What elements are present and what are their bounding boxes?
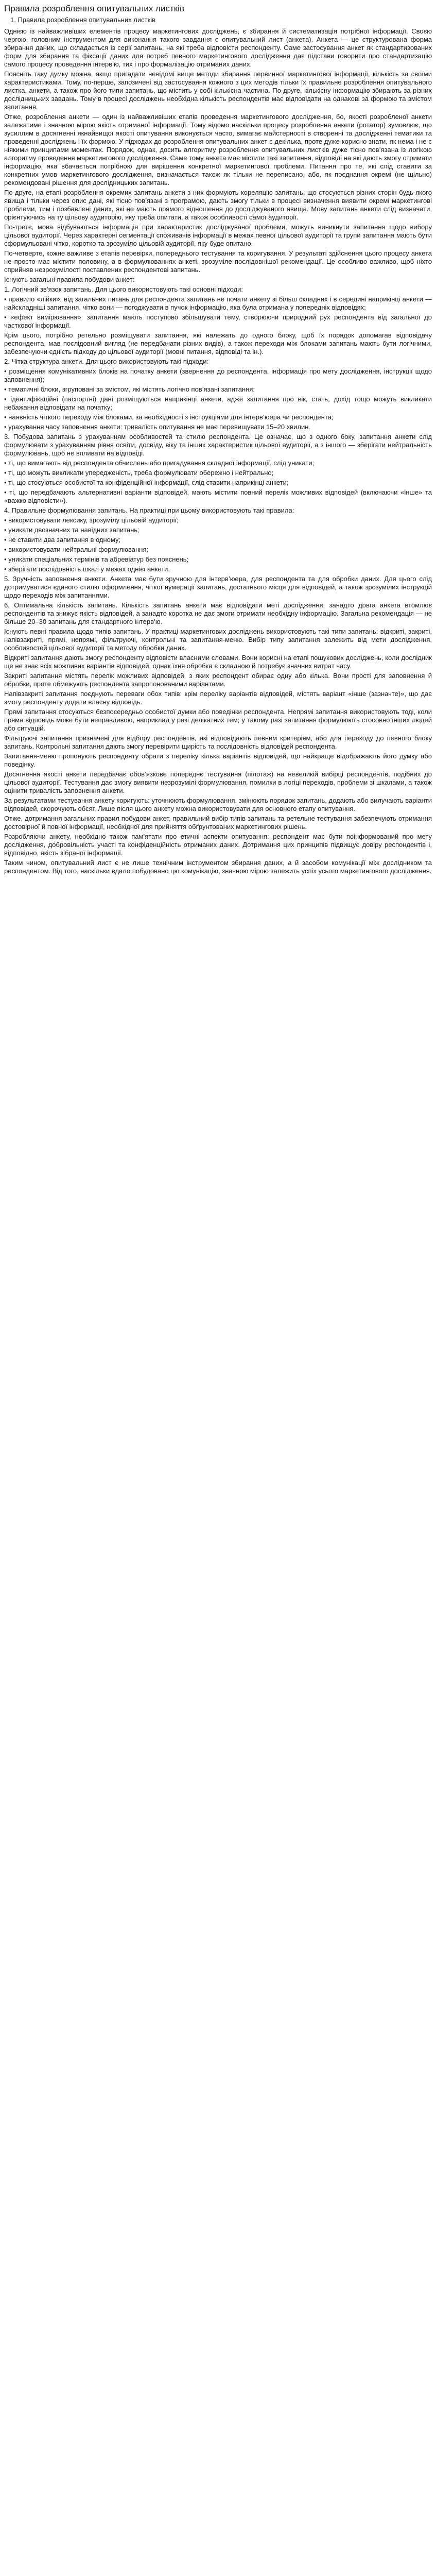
body-paragraph: • не ставити два запитання в одному;: [4, 536, 121, 544]
body-paragraph: Досягнення якості анкети передбачає обов’язкове попереднє тестування (пілотаж) на невеликій вибірці респондентів, подібних до цільової аудиторії. Тестування дає змогу виявити незрозумілі формулювання, помилки в логіці переходів, проблеми зі шкалами, а також оцінити тривалість заповнення анкети.: [4, 770, 432, 794]
body-paragraph: • ті, що стосуються особистої та конфіденційної інформації, слід ставити наприкінці анкети;: [4, 479, 289, 486]
body-paragraph: • розміщення комунікативних блоків на початку анкети (звернення до респондента, інформація про мету дослідження, інструкції щодо заповнення);: [4, 367, 432, 383]
body-paragraph: По-четверте, кожне важливе з етапів перевірки, попереднього тестування та коригування. У результаті здійснення цього процесу анкета не просто має містити половину, а в формулюваннях анкеті, зрозуміле послідовнішої рекомендації. Це особливо важливо, щоб ніхто сприйняв незрозумілості поставлених респондентові запитань.: [4, 249, 432, 274]
body-paragraph: Відкриті запитання дають змогу респонденту відповісти власними словами. Вони корисні на етапі пошукових досліджень, коли дослідник ще не знає всіх можливих варіантів відповідей, однак їхня обробка є складною й потребує значних витрат часу.: [4, 654, 432, 670]
body-paragraph: • ідентифікаційні (паспортні) дані розміщуються наприкінці анкети, адже запитання про вік, стать, дохід тощо можуть викликати небажання відповідати на початку;: [4, 395, 432, 411]
body-paragraph: Напівзакриті запитання поєднують переваги обох типів: крім переліку варіантів відповідей, містять варіант «інше (зазначте)», що дає змогу респонденту додати власну відповідь.: [4, 690, 432, 706]
page-title: Правила розроблення опитувальних листків: [4, 4, 184, 13]
body-paragraph: • ті, що вимагають від респондента обчислень або пригадування складної інформації, слід уникати;: [4, 459, 315, 467]
body-paragraph: • ті, що можуть викликати упередженість, треба формулювати обережно і нейтрально;: [4, 469, 274, 477]
body-paragraph: • урахування часу заповнення анкети: тривалість опитування не має перевищувати 15–20 хвилин.: [4, 423, 311, 431]
body-paragraph: Таким чином, опитувальний лист є не лише технічним інструментом збирання даних, а й засобом комунікації між дослідником та респондентом. Від того, наскільки вдало побудовано цю комунікацію, значною мірою залежить успіх усього маркетингового дослідження.: [4, 859, 432, 875]
body-paragraph: Розробляючи анкету, необхідно також пам’ятати про етичні аспекти опитування: респондент має бути поінформований про мету дослідження, добровільність участі та конфіденційність отриманих даних. Дотримання цих принципів підвищує довіру респондентів і, відповідно, якість зібраної інформації.: [4, 833, 432, 857]
body-paragraph: Існують загальні правила побудови анкет:: [4, 276, 135, 283]
section-heading: 1. Правила розроблення опитувальних листків: [10, 16, 156, 24]
body-paragraph: 2. Чітка структура анкети. Для цього використовують такі підходи:: [4, 358, 209, 365]
body-paragraph: Однією із найважливіших елементів процесу маркетингових досліджень, є збирання й систематизація потрібної інформації. Своєю чергою, головним інструментом для виконання такого завдання є опитувальний лист (анкета). Анкета — це структурована форма збирання даних, що складається із серії запитань, на які треба відповісти респонденту. Саме застосування анкет як стандартизованих форм для збирання та фіксації даних для потреб певного маркетингового дослідження дає підстави говорити про стандартизацію самого процесу проведення інтерв’ю, тих і про формалізацію отриманих даних.: [4, 27, 432, 68]
body-paragraph: Фільтруючі запитання призначені для відбору респондентів, які відповідають певним критеріям, або для переходу до певного блоку запитань. Контрольні запитання дають змогу перевірити щирість та послідовність відповідей респондента.: [4, 734, 432, 750]
document-body: [4, 27, 432, 875]
body-paragraph: • правило «лійки»: від загальних питань для респондента запитань не почати анкету зі більш складних і в середині наприкінці анкети — найскладніші запитання, чітко вони — погоджувати в пучок інформацію, яка була отримана у попередніх відповідях;: [4, 295, 432, 311]
body-paragraph: 1. Логічний зв’язок запитань. Для цього використовують такі основні підходи:: [4, 285, 243, 293]
body-paragraph: Запитання-меню пропонують респонденту обрати з переліку кілька варіантів відповідей, що найкраще відображають його думку або поведінку.: [4, 752, 432, 768]
body-paragraph: • тематичні блоки, згруповані за змістом, які містять логічно пов’язані запитання;: [4, 385, 255, 393]
body-paragraph: По-третє, мова відбуваються інформація при характеристик досліджуваної проблеми, можуть виникнути запитання щодо вибору цільової аудиторії. Через характерні сегментації споживачів інформації в межах певної цільової аудиторії та групи запитання мають бути сформульовані чітко, коротко та зрозуміло цільовій аудиторії, яку буде опитано.: [4, 223, 432, 247]
body-paragraph: По-друге, на етапі розроблення окремих запитань анкети з них формують кореляцію запитань, що стосуються різних сторін будь-якого явища і тільки через опис дані, які тісно пов’язані з програмою, дають змогу тільки в процесі визначення виявити окремі маркетингові проблеми, тим і позбавлені даних, які не мають прямого відношення до досліджуваного явища. Мову запитань анкети слід визначати, орієнтуючись на ту цільову аудиторію, яку треба опитати, а також особливості самої аудиторії.: [4, 189, 432, 221]
body-paragraph: За результатами тестування анкету коригують: уточнюють формулювання, змінюють порядок запитань, додають або вилучають варіанти відповідей, скорочують обсяг. Лише після цього анкету можна використовувати для основного етапу опитування.: [4, 796, 432, 812]
body-paragraph: • використовувати лексику, зрозумілу цільовій аудиторії;: [4, 516, 179, 524]
body-paragraph: • уникати двозначних та навідних запитань;: [4, 526, 139, 534]
body-paragraph: Існують певні правила щодо типів запитань. У практиці маркетингових досліджень використовують такі типи запитань: відкриті, закриті, напівзакриті, прямі, непрямі, фільтруючі, контрольні та запитання-меню. Вибір типу запитання залежить від мети дослідження, особливостей цільової аудиторії та методу обробки даних.: [4, 628, 432, 652]
body-paragraph: Прямі запитання стосуються безпосередньо особистої думки або поведінки респондента. Непрямі запитання використовують тоді, коли пряма відповідь може бути неправдивою, наприклад у разі делікатних тем; у такому разі запитання формулюють стосовно інших людей або ситуацій.: [4, 708, 432, 732]
body-paragraph: 3. Побудова запитань з урахуванням особливостей та стилю респондента. Це означає, що з одного боку, запитання анкети слід формулювати з урахуванням рівня освіти, досвіду, віку та інших характеристик цільової аудиторії, а з іншого — зберігати нейтральність формулювань, щоб не впливати на відповіді.: [4, 433, 432, 457]
body-paragraph: • ті, що передбачають альтернативні варіанти відповідей, мають містити повний перелік можливих відповідей (включаючи «інше» та «важко відповісти»).: [4, 488, 432, 504]
body-paragraph: Поясніть таку думку можна, якщо пригадати невідомі вище методи збирання первинної маркетингової інформації, кількість за своїми характеристиками. Тому, по-перше, запозичені від застосування кожного з цих методів тільки їх правильне розроблення опитувального листка, анкети, а також про його типи запитань, що містить у собі кількісна частина. По-друге, кількісну інформацію збирають за різних дослідницьких завдань. Тому в процесі досліджень необхідна кількість респондентів має відповідати на однакові за формою та змістом запитання.: [4, 70, 432, 111]
body-paragraph: Закриті запитання містять перелік можливих відповідей, з яких респондент обирає одну або кілька. Вони прості для заповнення й обробки, проте обмежують респондента запропонованими варіантами.: [4, 672, 432, 688]
body-paragraph: • «ефект вимірювання»: запитання мають поступово збільшувати тему, створюючи природний рух респондента від загальної до часткової інформації.: [4, 313, 432, 329]
body-paragraph: Отже, розроблення анкети — один із найважливіших етапів проведення маркетингового дослідження, бо, якості розробленої анкети залежатиме і значною мірою якість отриманої інформації. Тому відомо наскільки процесу розроблення анкети (ротатор) зумовлює, що зусиллям в досягненні якнайвищої якості опитування виконується часто, вимагає майстерності в створенні та дослідженні тематики та проведенні досліджень і їх формою. У підходах до розроблення опитувальних анкет є декілька, проте дуже корисно знати, як нема і не є ніякими принципами моментах. Порядок, однак, досить алгоритму розроблення опитувальних листків дуже тісно пов’язана із логікою алгоритму проведення маркетингового дослідження. Саме тому анкета має містити такі запитання, відповіді на які дають змогу отримати інформацію, яка вбачається потрібною для вирішення конкретної маркетингової проблеми. Питання про те, які слід ставити за конкретних умов маркетингового дослідження, визначається також як тільки не переписано, або, як поєднання окремі (не щільно) рекомендовані рішення для дослідницьких запитань.: [4, 113, 432, 187]
body-paragraph: • наявність чіткого переходу між блоками, за необхідності з інструкціями для інтерв’юера чи респондента;: [4, 413, 334, 421]
body-paragraph: 5. Зручність заповнення анкети. Анкета має бути зручною для інтерв’юера, для респондента та для обробки даних. Для цього слід дотримуватися єдиного стилю оформлення, чіткої нумерації запитань, достатнього місця для відповідей, а також зрозумілих інструкцій щодо переходів між запитаннями.: [4, 575, 432, 599]
body-paragraph: Отже, дотримання загальних правил побудови анкет, правильний вибір типів запитань та ретельне тестування забезпечують отримання достовірної й повної інформації, необхідної для прийняття обґрунтованих маркетингових рішень.: [4, 815, 432, 831]
body-paragraph: 6. Оптимальна кількість запитань. Кількість запитань анкети має відповідати меті дослідження: занадто довга анкета втомлює респондентів та знижує якість відповідей, а занадто коротка не дає змоги отримати необхідну інформацію. Загальна рекомендація — не більше 20–30 запитань для стандартного інтерв’ю.: [4, 601, 432, 625]
body-paragraph: • уникати спеціальних термінів та абревіатур без пояснень;: [4, 555, 189, 563]
body-paragraph: Крім цього, потрібно ретельно розміщувати запитання, які належать до одного блоку, щоб їх порядок допомагав відповідачу респондента, мав послідовний вигляд (не передбачати різних видів), а також переходи між блоками запитань мають бути логічними, забезпечуючи єдність підходу до цільової аудиторії (мовні питання, відповіді та ін.).: [4, 331, 432, 355]
body-paragraph: 4. Правильне формулювання запитань. На практиці при цьому використовують такі правила:: [4, 506, 294, 514]
body-paragraph: • використовувати нейтральні формулювання;: [4, 546, 148, 553]
body-paragraph: • зберігати послідовність шкал у межах однієї анкети.: [4, 565, 170, 573]
